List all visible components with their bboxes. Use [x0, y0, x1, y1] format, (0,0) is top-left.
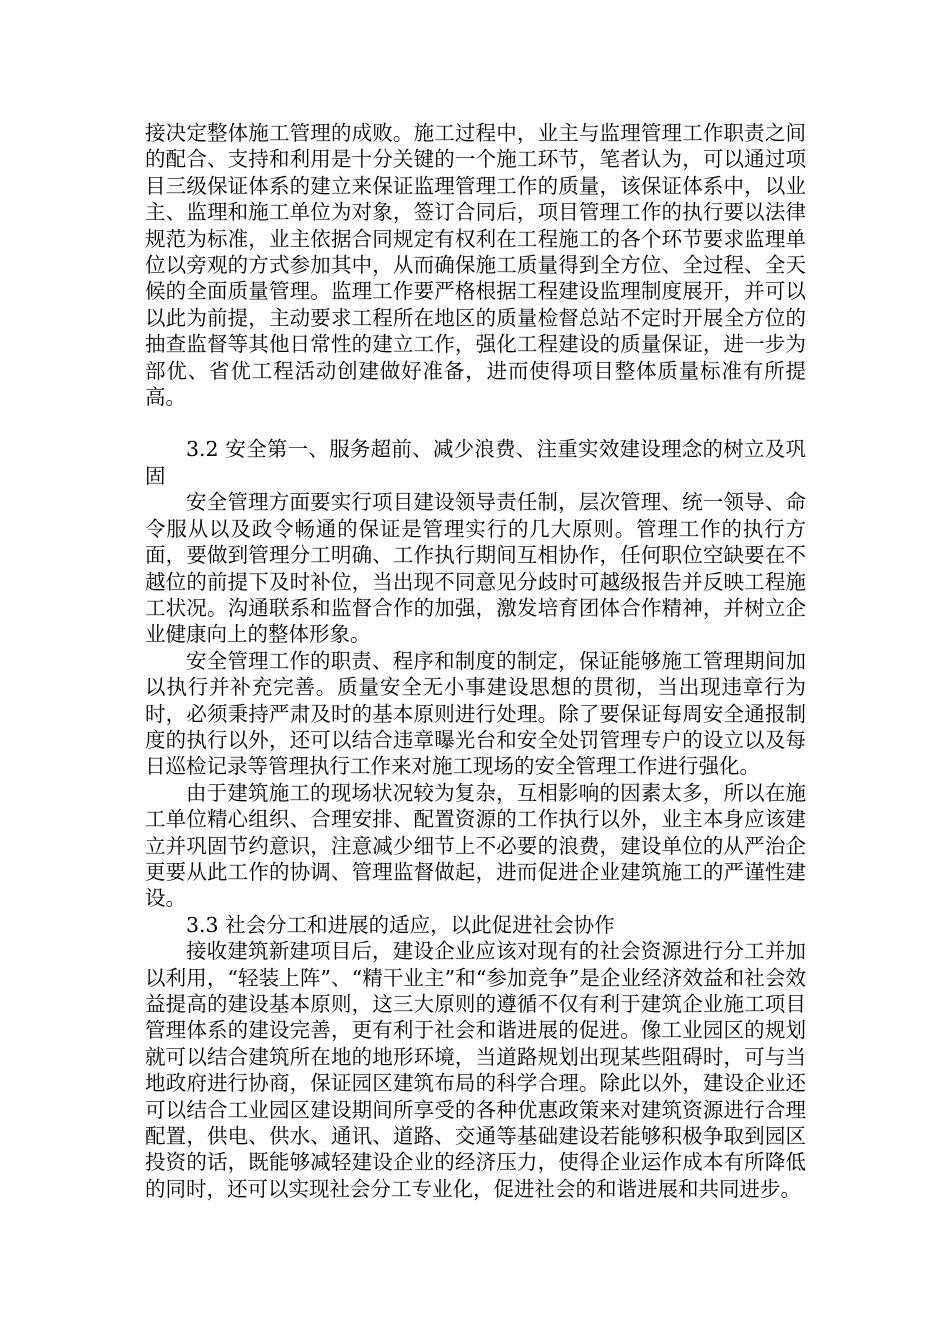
paragraph-social-division: 接收建筑新建项目后，建设企业应该对现有的社会资源进行分工并加以利用，“轻装上阵”、“精干业主”和“参加竞争”是企业经济效益和社会效益提高的建设基本原则，这三大原则的遵循不仅有利于建筑企业施工项目管理体系的建设完善，更有利于社会和谐进展的促进。像工业园区的规划就可以结合建筑所在地的地形环境，当道路规划出现某些阻碍时，可与当地政府进行协商，保证园区建筑布局的科学合理。除此以外，建设企业还可以结合工业园区建设期间所享受的各种优惠政策来对建筑资源进行合理配置，供电、供水、通讯、道路、交通等基础建设若能够积极争取到园区投资的话，既能够减轻建设企业的经济压力，使得企业运作成本有所降低的同时，还可以实现社会分工专业化，促进社会的和谐进展和共同进步。	[145, 939, 806, 1201]
paragraph-safety-management: 安全管理方面要实行项目建设领导责任制，层次管理、统一领导、命令服从以及政令畅通的保证是管理实行的几大原则。管理工作的执行方面，要做到管理分工明确、工作执行期间互相协作，任何职位空缺要在不越位的前提下及时补位，当出现不同意见分歧时可越级报告并反映工程施工状况。沟通联系和监督合作的加强，激发培育团体合作精神，并树立企业健康向上的整体形象。	[145, 490, 806, 647]
section-heading-3-2: 3.2 安全第一、服务超前、减少浪费、注重实效建设理念的树立及巩固	[145, 437, 806, 488]
paragraph-safety-procedures: 安全管理工作的职责、程序和制度的制定，保证能够施工管理期间加以执行并补充完善。质量安全无小事建设思想的贯彻，当出现违章行为时，必须秉持严肃及时的基本原则进行处理。除了要保证每周安全通报制度的执行以外，还可以结合违章曝光台和安全处罚管理专户的设立以及每日巡检记录等管理执行工作来对施工现场的安全管理工作进行强化。	[145, 648, 806, 779]
paragraph-site-conditions: 由于建筑施工的现场状况较为复杂，互相影响的因素太多，所以在施工单位精心组织、合理安排、配置资源的工作执行以外，业主本身应该建立并巩固节约意识，注意减少细节上不必要的浪费，建设单位的从严治企更要从此工作的协调、管理监督做起，进而促进企业建筑施工的严谨性建设。	[145, 780, 806, 911]
document-body	[145, 120, 806, 1202]
paragraph-continuation: 接决定整体施工管理的成败。施工过程中，业主与监理管理工作职责之间的配合、支持和利用是十分关键的一个施工环节，笔者认为，可以通过项目三级保证体系的建立来保证监理管理工作的质量，该保证体系中，以业主、监理和施工单位为对象，签订合同后，项目管理工作的执行要以法律规范为标准，业主依据合同规定有权利在工程施工的各个环节要求监理单位以旁观的方式参加其中，从而确保施工质量得到全方位、全过程、全天候的全面质量管理。监理工作要严格根据工程建设监理制度展开，并可以以此为前提，主动要求工程所在地区的质量检督总站不定时开展全方位的抽查监督等其他日常性的建立工作，强化工程建设的质量保证，进一步为部优、省优工程活动创建做好准备，进而使得项目整体质量标准有所提高。	[145, 121, 806, 410]
section-heading-3-3: 3.3 社会分工和进展的适应，以此促进社会协作	[186, 912, 615, 937]
